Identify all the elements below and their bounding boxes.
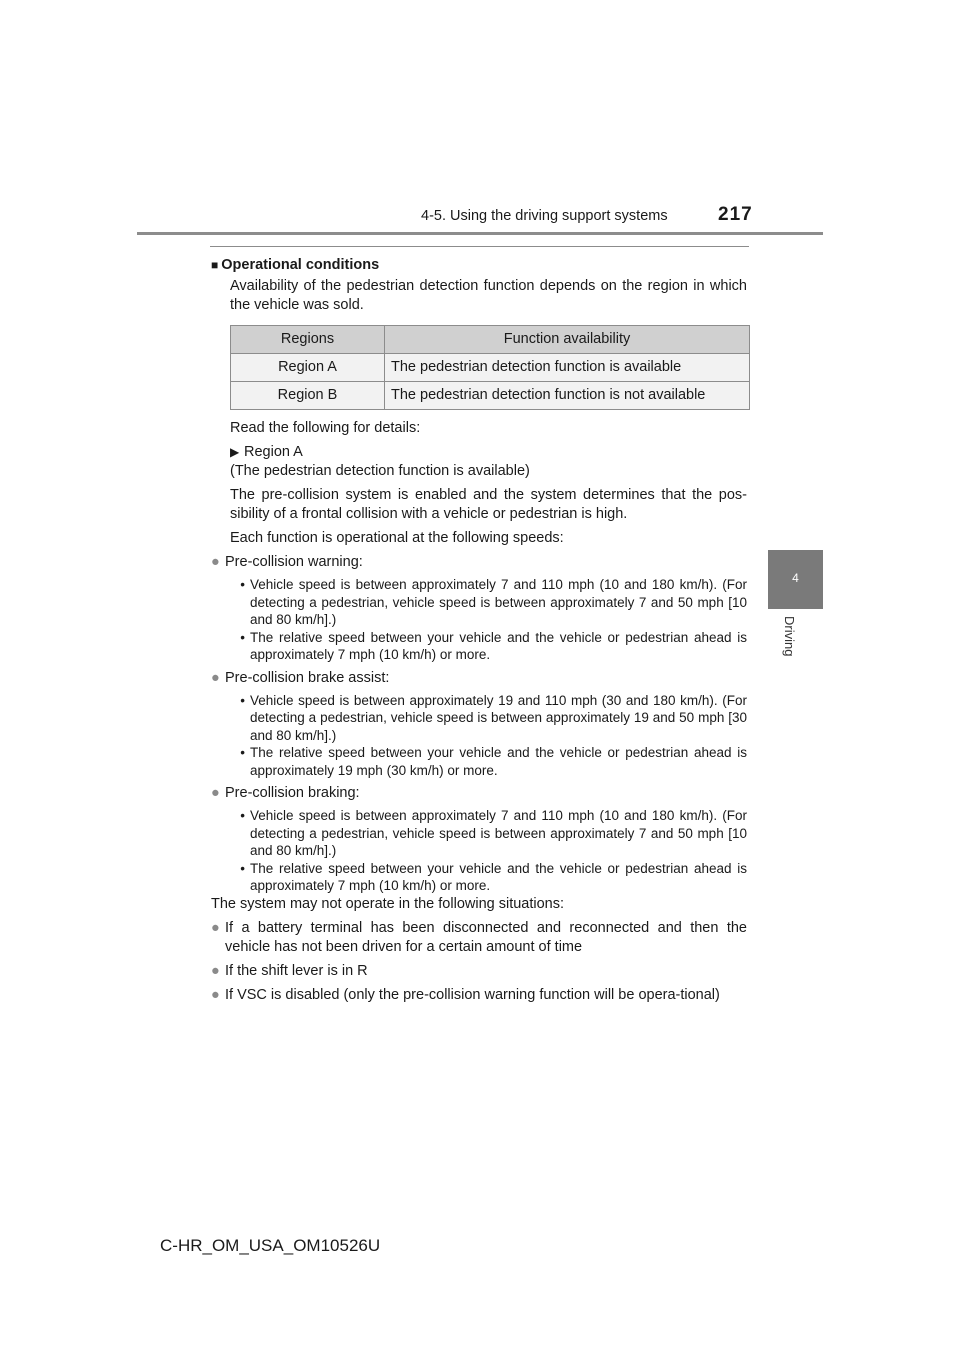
availability-table (230, 325, 750, 410)
sub-bullet-text: Vehicle speed is between approximately 19 and 110 mph (30 and 180 km/h). (For detecting a pedestrian, vehicle speed is between approximately 19 and 50 mph [30 and 80 km/h].) (250, 692, 747, 743)
bullet-item (211, 962, 747, 981)
chapter-label: Driving (782, 616, 797, 657)
situation-text: If the shift lever is in R (225, 962, 368, 979)
not-operate-intro: The system may not operate in the following situations: (211, 895, 565, 912)
table-cell: The pedestrian detection function is available (385, 354, 750, 382)
paragraph: Each function is operational at the following speeds: (230, 530, 564, 546)
bullet-dot-icon: ● (211, 986, 220, 1003)
table-cell: The pedestrian detection function is not available (385, 382, 750, 410)
table-header-cell: Regions (231, 326, 385, 354)
table-row (231, 382, 750, 410)
sub-bullet-text: Vehicle speed is between approximately 7 and 110 mph (10 and 180 km/h). (For detecting a pedestrian, vehicle speed is between approximately 7 and 50 mph [10 and 80 km/h].) (250, 808, 747, 858)
sub-bullet: • The relative speed between your vehicle and the vehicle or pedestrian ahead is approximately 19 mph (30 km/h) or more. (240, 745, 747, 778)
section-heading (211, 256, 747, 275)
bullet-dot-icon: ● (211, 919, 220, 936)
situation-text: If VSC is disabled (only the pre-collision warning function will be opera-tional) (225, 986, 720, 1003)
sub-bullet-text: The relative speed between your vehicle and the vehicle or pedestrian ahead is approximately 19 mph (30 km/h) or more. (250, 745, 747, 778)
footer-code: C-HR_OM_USA_OM10526U (160, 1236, 381, 1255)
situation-text: If a battery terminal has been disconnected and reconnected and then the vehicle has not been driven for a certain amount of time (225, 919, 747, 955)
heading-square-icon: ■ (211, 258, 219, 272)
chapter-number: 4 (792, 571, 799, 585)
header-rule (137, 232, 823, 235)
section-rule (210, 246, 749, 247)
bullet-item (211, 919, 747, 957)
page-content (211, 256, 747, 1005)
function-title: Pre-collision braking: (225, 785, 360, 801)
page-number: 217 (718, 204, 753, 225)
bullet-item (211, 986, 747, 1005)
chapter-tab[interactable] (768, 550, 823, 609)
sub-bullet: • Vehicle speed is between approximately 7 and 110 mph (10 and 180 km/h). (For detecting a pedestrian, vehicle speed is between approximately 7 and 50 mph [10 and 80 km/h].) (240, 577, 747, 627)
table-cell: Region B (231, 382, 385, 410)
triangle-right-icon: ▶ (230, 445, 240, 459)
header-section-title: 4-5. Using the driving support systems (421, 208, 668, 224)
bullet-dot-icon: ● (211, 785, 220, 801)
paragraph: The pre-collision system is enabled and the system determines that the pos-sibility of a frontal collision with a vehicle or pedestrian is high. (230, 487, 747, 522)
sub-bullet-text: Vehicle speed is between approximately 7 and 110 mph (10 and 180 km/h). (For detecting a pedestrian, vehicle speed is between approximately 7 and 50 mph [10 and 80 km/h].) (250, 577, 747, 627)
sub-bullet: • Vehicle speed is between approximately 7 and 110 mph (10 and 180 km/h). (For detecting a pedestrian, vehicle speed is between approximately 7 and 50 mph [10 and 80 km/h].) (240, 808, 747, 858)
sub-bullet: • Vehicle speed is between approximately 19 and 110 mph (30 and 180 km/h). (For detecting a pedestrian, vehicle speed is between approximately 19 and 50 mph [30 and 80 km/h].) (240, 692, 747, 743)
sub-bullet-text: The relative speed between your vehicle and the vehicle or pedestrian ahead is approximately 7 mph (10 km/h) or more. (250, 629, 747, 662)
heading-text: Operational conditions (221, 257, 380, 273)
function-title: Pre-collision warning: (225, 554, 363, 570)
table-cell: Region A (231, 354, 385, 382)
bullet-dot-icon: ● (211, 554, 220, 570)
bullet-item (211, 669, 747, 688)
table-header-row (231, 326, 750, 354)
sub-bullet-text: The relative speed between your vehicle and the vehicle or pedestrian ahead is approximately 7 mph (10 km/h) or more. (250, 860, 747, 893)
function-title: Pre-collision brake assist: (225, 669, 390, 686)
region-title: Region A (244, 444, 303, 460)
sub-bullet: • The relative speed between your vehicle and the vehicle or pedestrian ahead is approximately 7 mph (10 km/h) or more. (240, 860, 747, 893)
table-header-cell: Function availability (385, 326, 750, 354)
region-subtitle: (The pedestrian detection function is available) (230, 463, 530, 479)
bullet-dot-icon: ● (211, 962, 220, 979)
bullet-dot-icon: ● (211, 669, 220, 686)
region-title-row (230, 443, 747, 462)
region-item (211, 443, 747, 481)
sub-bullet: • The relative speed between your vehicle and the vehicle or pedestrian ahead is approximately 7 mph (10 km/h) or more. (240, 629, 747, 662)
bullet-item (211, 784, 747, 803)
intro-paragraph: Availability of the pedestrian detection function depends on the region in which the vehicle was sold. (230, 278, 747, 313)
bullet-item (211, 553, 747, 572)
read-following-text: Read the following for details: (230, 420, 421, 436)
table-row (231, 354, 750, 382)
